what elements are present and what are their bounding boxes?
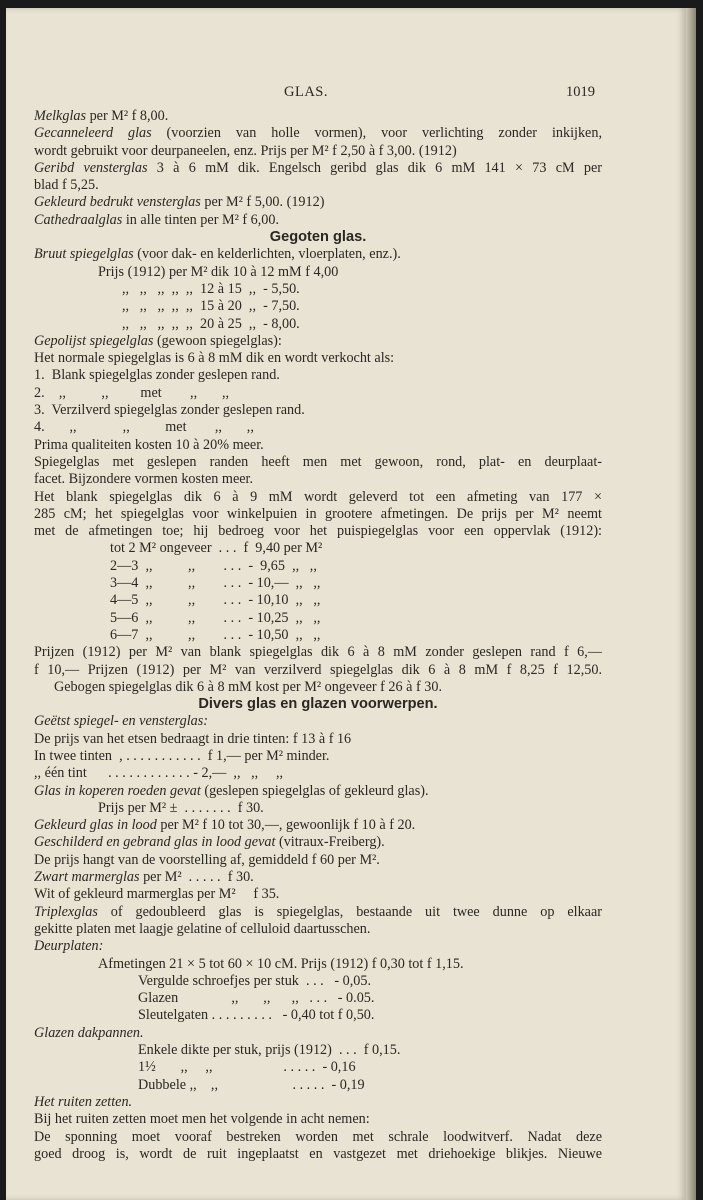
line-text: ,, ,, ,, ,, ,, 20 à 25 ,, - 8,00. xyxy=(122,315,300,332)
line-text: wordt gebruikt voor deurpaneelen, enz. Prijs per M² f 2,50 à f 3,00. (1912) xyxy=(34,142,457,159)
line-text: in alle tinten per M² f 6,00. xyxy=(122,211,280,228)
line-text: 3. Verzilverd spiegelglas zonder geslepen rand. xyxy=(34,402,305,419)
line-text: 2—3 ,, ,, . . . - 9,65 ,, ,, xyxy=(110,557,317,574)
section-heading xyxy=(34,229,602,246)
text-line xyxy=(34,886,602,903)
line-text: 2. ,, ,, met ,, ,, xyxy=(34,384,230,401)
line-text: 6—7 ,, ,, . . . - 10,50 ,, ,, xyxy=(110,626,321,643)
text-line xyxy=(34,834,602,851)
text-line xyxy=(34,869,602,886)
text-line xyxy=(34,489,602,506)
text-line xyxy=(34,713,602,730)
running-title: GLAS. xyxy=(284,84,328,100)
text-line xyxy=(34,1077,602,1094)
text-line xyxy=(34,575,602,592)
line-text: goed droog is, wordt de ruit ingeplaatst en vastgezet met driehoekige blikjes. Nieuwe xyxy=(34,1145,602,1162)
italic-term: Glas in koperen roeden gevat xyxy=(34,782,201,799)
italic-term: Melkglas xyxy=(34,108,87,124)
italic-term: Gecanneleerd glas xyxy=(34,125,152,142)
line-text: met de afmetingen toe; hij bedroeg voor het puispiegelglas voor een oppervlak (1912): xyxy=(34,523,602,540)
text-line xyxy=(34,938,602,955)
italic-term: Bruut spiegelglas xyxy=(34,246,134,263)
line-text: Prima qualiteiten kosten 10 à 20% meer. xyxy=(34,436,264,453)
line-text: (gewoon spiegelglas): xyxy=(153,332,282,349)
line-text: f 10,— Prijzen (1912) per M² van verzilverd spiegelglas dik 6 à 8 mM f 8,25 f 12,50. xyxy=(34,661,602,678)
text-line xyxy=(34,973,602,990)
italic-term: Gepolijst spiegelglas xyxy=(34,332,154,349)
page-body xyxy=(34,108,602,1163)
text-line xyxy=(34,1007,602,1024)
text-line xyxy=(34,298,602,315)
text-line xyxy=(34,956,602,973)
text-line xyxy=(34,385,602,402)
text-line xyxy=(34,610,602,627)
line-text: Dubbele ,, ,, . . . . . - 0,19 xyxy=(138,1076,365,1093)
line-text: per M² f 5,00. (1912) xyxy=(200,194,325,211)
line-text: Afmetingen 21 × 5 tot 60 × 10 cM. Prijs (1912) f 0,30 tot f 1,15. xyxy=(98,955,464,972)
italic-term: Gekleurd glas in lood xyxy=(34,817,157,834)
text-line xyxy=(34,540,602,557)
text-line xyxy=(34,212,602,229)
text-line xyxy=(34,800,602,817)
line-text: ,, ,, ,, ,, ,, 15 à 20 ,, - 7,50. xyxy=(122,298,300,315)
text-line xyxy=(34,333,602,350)
line-text: Gebogen spiegelglas dik 6 à 8 mM kost per M² ongeveer f 26 à f 30. xyxy=(54,678,443,695)
line-text: Enkele dikte per stuk, prijs (1912) . . . f 0,15. xyxy=(138,1042,401,1059)
book-page xyxy=(6,8,686,1200)
line-text: ,, ,, ,, ,, ,, 12 à 15 ,, - 5,50. xyxy=(122,280,300,297)
text-line xyxy=(34,679,602,696)
text-line xyxy=(34,419,602,436)
text-line xyxy=(34,1146,602,1163)
text-line xyxy=(34,644,602,661)
line-text: Sleutelgaten . . . . . . . . . - 0,40 tot f 0,50. xyxy=(138,1007,375,1024)
page-number: 1019 xyxy=(566,84,595,100)
text-line xyxy=(34,1042,602,1059)
text-line xyxy=(34,783,602,800)
line-text: Prijzen (1912) per M² van blank spiegelglas dik 6 à 8 mM zonder geslepen rand f 6,— xyxy=(34,644,602,661)
text-line xyxy=(34,316,602,333)
section-heading xyxy=(34,696,602,713)
text-line xyxy=(34,558,602,575)
text-line xyxy=(34,264,602,281)
line-text: ,, één tint . . . . . . . . . . . . - 2,— ,, ,, ,, xyxy=(34,765,284,782)
line-text: facet. Bijzondere vormen kosten meer. xyxy=(34,471,254,488)
italic-term: Gekleurd bedrukt vensterglas xyxy=(34,194,201,211)
text-line xyxy=(34,506,602,523)
line-text: Vergulde schroefjes per stuk . . . - 0,05. xyxy=(138,972,371,989)
line-text: De prijs hangt van de voorstelling af, gemiddeld f 60 per M². xyxy=(34,851,380,868)
text-line xyxy=(34,921,602,938)
page-header xyxy=(6,84,686,102)
text-line xyxy=(34,990,602,1007)
line-text: 1. Blank spiegelglas zonder geslepen rand. xyxy=(34,367,280,384)
line-text: of gedoubleerd glas is spiegelglas, bestaande uit twee dunne op elkaar xyxy=(97,903,602,920)
text-line xyxy=(34,350,602,367)
text-line xyxy=(34,592,602,609)
italic-term: Deurplaten: xyxy=(34,938,104,955)
italic-term: Cathedraalglas xyxy=(34,211,123,228)
text-line xyxy=(34,454,602,471)
line-text: 3 à 6 mM dik. Engelsch geribd glas dik 6 mM 141 × 73 cM per xyxy=(147,159,602,176)
line-text: 4. ,, ,, met ,, ,, xyxy=(34,419,254,436)
line-text: In twee tinten , . . . . . . . . . . . f 1,— per M² minder. xyxy=(34,747,330,764)
text-line xyxy=(34,904,602,921)
line-text: Spiegelglas met geslepen randen heeft men met gewoon, rond, plat- en deurplaat- xyxy=(34,453,602,470)
line-text: Bij het ruiten zetten moet men het volgende in acht nemen: xyxy=(34,1111,370,1128)
line-text: 1½ ,, ,, . . . . . - 0,16 xyxy=(138,1059,356,1076)
text-line xyxy=(34,246,602,263)
line-text: 285 cM; het spiegelglas voor winkelpuien in grootere afmetingen. De prijs per M² neemt xyxy=(34,505,602,522)
line-text: Divers glas en glazen voorwerpen. xyxy=(198,696,438,713)
italic-term: Geëtst spiegel- en vensterglas: xyxy=(34,713,209,730)
line-text: Het blank spiegelglas dik 6 à 9 mM wordt geleverd tot een afmeting van 177 × xyxy=(34,488,602,505)
text-line xyxy=(34,402,602,419)
italic-term: Glazen dakpannen. xyxy=(34,1024,144,1041)
italic-term: Geschilderd en gebrand glas in lood gevat xyxy=(34,834,276,851)
line-text: (vitraux-Freiberg). xyxy=(275,834,385,851)
italic-term: Triplexglas xyxy=(34,903,98,920)
text-line xyxy=(34,748,602,765)
text-line xyxy=(34,1111,602,1128)
line-text: Prijs per M² ± . . . . . . . f 30. xyxy=(98,799,264,816)
line-text: Wit of gekleurd marmerglas per M² f 35. xyxy=(34,886,280,903)
line-text: per M² f 10 tot 30,—, gewoonlijk f 10 à f 20. xyxy=(156,817,416,834)
line-text: De sponning moet vooraf bestreken worden met schrale loodwitverf. Nadat deze xyxy=(34,1128,602,1145)
text-line xyxy=(34,523,602,540)
text-line xyxy=(34,817,602,834)
line-text: per M² . . . . . f 30. xyxy=(139,869,254,886)
line-text: Prijs (1912) per M² dik 10 à 12 mM f 4,00 xyxy=(98,263,339,280)
line-text: 5—6 ,, ,, . . . - 10,25 ,, ,, xyxy=(110,609,321,626)
line-text: Gegoten glas. xyxy=(269,229,367,246)
line-text: blad f 5,25. xyxy=(34,177,99,194)
line-text: 4—5 ,, ,, . . . - 10,10 ,, ,, xyxy=(110,592,321,609)
text-line xyxy=(34,160,602,177)
text-line xyxy=(34,1059,602,1076)
text-line xyxy=(34,1025,602,1042)
line-text: (voorzien van holle vormen), voor verlichting zonder inkijken, xyxy=(151,125,602,142)
line-text: per M² f 8,00. xyxy=(86,108,169,124)
italic-term: Geribd vensterglas xyxy=(34,159,148,176)
line-text: (voor dak- en kelderlichten, vloerplaten, enz.). xyxy=(133,246,401,263)
text-line xyxy=(34,143,602,160)
text-line xyxy=(34,367,602,384)
text-line xyxy=(34,662,602,679)
line-text: tot 2 M² ongeveer . . . f 9,40 per M² xyxy=(110,540,323,557)
line-text: (geslepen spiegelglas of gekleurd glas). xyxy=(200,782,429,799)
line-text: gekitte platen met laagje gelatine of celluloid daartusschen. xyxy=(34,920,371,937)
line-text: Het normale spiegelglas is 6 à 8 mM dik en wordt verkocht als: xyxy=(34,350,395,367)
text-line xyxy=(34,281,602,298)
italic-term: Het ruiten zetten. xyxy=(34,1093,133,1110)
text-line xyxy=(34,194,602,211)
line-text: 3—4 ,, ,, . . . - 10,— ,, ,, xyxy=(110,575,321,592)
text-line xyxy=(34,437,602,454)
text-line xyxy=(34,471,602,488)
text-line xyxy=(34,765,602,782)
text-line xyxy=(34,108,602,125)
text-line xyxy=(34,125,602,142)
italic-term: Zwart marmerglas xyxy=(34,869,140,886)
text-line xyxy=(34,177,602,194)
text-line xyxy=(34,1094,602,1111)
line-text: Glazen ,, ,, ,, . . . - 0.05. xyxy=(138,990,375,1007)
line-text: De prijs van het etsen bedraagt in drie tinten: f 13 à f 16 xyxy=(34,730,352,747)
text-line xyxy=(34,627,602,644)
text-line xyxy=(34,731,602,748)
text-line xyxy=(34,852,602,869)
text-line xyxy=(34,1129,602,1146)
